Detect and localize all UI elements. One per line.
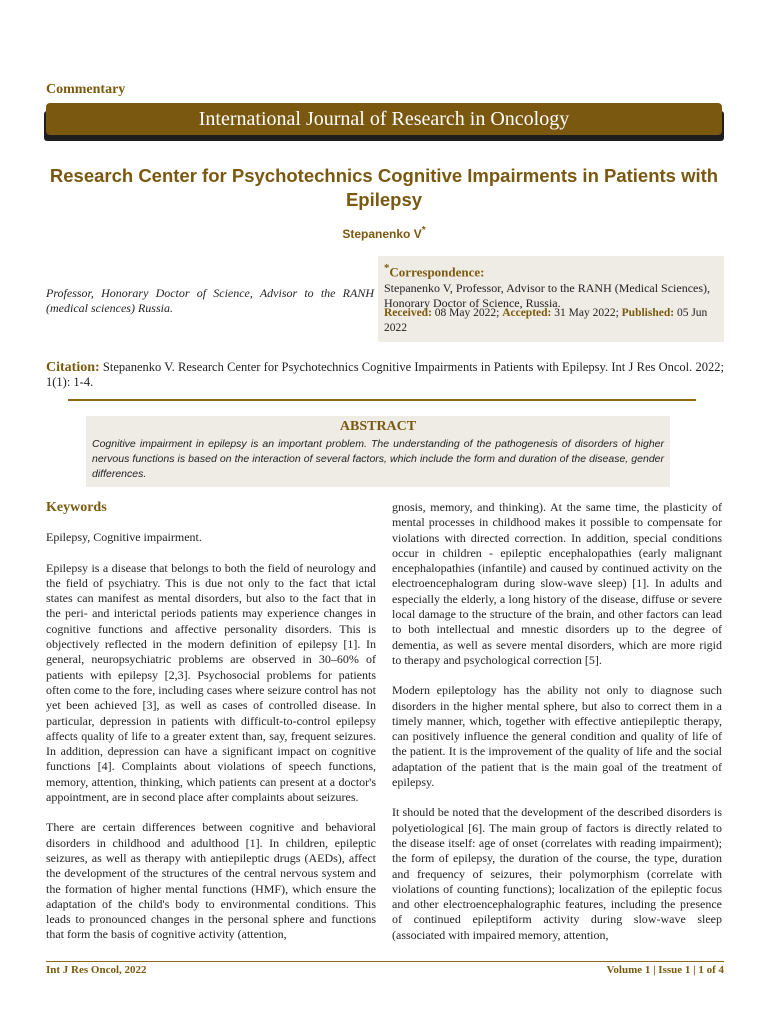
affiliation: Professor, Honorary Doctor of Science, Advisor to the RANH (medical sciences) Russia. xyxy=(46,286,374,315)
abstract-box xyxy=(86,416,670,487)
article-dates xyxy=(384,306,724,336)
divider xyxy=(68,399,696,401)
author-name: Stepanenko V xyxy=(342,227,422,241)
article-title: Research Center for Psychotechnics Cognitive Impairments in Patients with Epilepsy xyxy=(49,165,719,210)
correspondence-label: Correspondence: xyxy=(389,264,485,280)
footer-journal: Int J Res Oncol, 2022 xyxy=(46,964,147,976)
abstract-title: ABSTRACT xyxy=(339,419,417,434)
accepted-label: Accepted: xyxy=(502,307,552,319)
journal-title: International Journal of Research in Oncology xyxy=(46,103,722,135)
correspondence-box xyxy=(378,256,724,342)
abstract-text: Cognitive impairment in epilepsy is an important problem. The understanding of the pathogenesis of disorders of higher nervous functions is based on the interaction of several factors, which include the form and duration of the disease, gender differences. xyxy=(92,438,664,480)
received-label: Received: xyxy=(384,307,432,319)
author-mark: * xyxy=(421,225,426,236)
published-label: Published: xyxy=(621,307,675,319)
journal-banner xyxy=(44,103,724,139)
body-column-left xyxy=(46,500,376,958)
footer-divider xyxy=(46,961,724,962)
footer-pagination: Volume 1 | Issue 1 | 1 of 4 xyxy=(606,964,724,976)
section-label: Commentary xyxy=(46,82,126,97)
citation-label: Citation: xyxy=(46,360,100,375)
correspondence-title xyxy=(384,261,718,279)
accepted-date: 31 May 2022; xyxy=(554,307,619,319)
received-date: 08 May 2022; xyxy=(434,307,500,319)
correspondence-mark: * xyxy=(384,262,390,274)
body-paragraph: There are certain differences between cognitive and behavioral disorders in childhood and adulthood [1]. In children, epileptic seizures, as well as therapy with antiepileptic drugs (AEDs), affect the development of the structures of the central nervous system and the formation of higher mental functions (HMF), which ensure the adaptation of the child's body to environmental conditions. This leads to pronounced changes in the personal sphere and functions that form the basis of cognitive activity (attention, xyxy=(46,820,376,942)
citation xyxy=(46,360,724,390)
body-paragraph: It should be noted that the development of the described disorders is polyetiological [6]. The main group of factors is directly related to the disease itself: age of onset (correlates with reading impairment); the form of epilepsy, the duration of the course, the type, duration and frequency of seizures, their polymorphism (correlate with violations of counting functions); localization of the epileptic focus and other electroencephalographic features, including the presence of continued epileptiform activity during slow-wave sleep (associated with impaired memory, attention, xyxy=(392,805,722,942)
keywords-title: Keywords xyxy=(46,500,107,515)
author-line xyxy=(0,225,768,241)
correspondence-body: Stepanenko V, Professor, Advisor to the RANH (Medical Sciences), Honorary Doctor of Science, Russia. xyxy=(384,281,711,311)
citation-text: Stepanenko V. Research Center for Psychotechnics Cognitive Impairments in Patients with Epilepsy. Int J Res Oncol. 2022; 1(1): 1-4. xyxy=(46,360,724,389)
keywords-text: Epilepsy, Cognitive impairment. xyxy=(46,530,202,545)
published-date: 05 Jun 2022 xyxy=(384,307,708,334)
body-paragraph: Epilepsy is a disease that belongs to both the field of neurology and the field of psychiatry. This is due not only to the fact that ictal states can manifest as mental disorders, but also to the fact that in the peri- and interictal periods patients may experience changes in cognitive functions and affective personality disorders. This is objectively reflected in the modern definition of epilepsy [1]. In general, neuropsychiatric problems are observed in 30–60% of patients with epilepsy [2,3]. Psychosocial problems for patients often come to the fore, including cases where seizure control has not yet been achieved [3], as well as cases of controlled disease. In particular, depression in patients with difficult-to-control epilepsy affects quality of life to a greater extent than, say, frequent seizures. In addition, depression can have a significant impact on cognitive functions [4]. Complaints about violations of speech functions, memory, attention, thinking, which patients can present at a doctor's appointment, are in second place after complaints about seizures. xyxy=(46,560,376,805)
body-paragraph: gnosis, memory, and thinking). At the same time, the plasticity of mental processes in childhood makes it possible to compensate for violations with directed correction. In addition, special conditions occur in children - epileptic encephalopathies (early malignant encephalopathies (infantile) and caused by continued activity on the electroencephalogram during slow-wave sleep) [1]. In adults and especially the elderly, a long history of the disease, diffuse or severe local damage to the structure of the brain, and other factors can lead to both intellectual and mnestic disorders up to the degree of dementia, as well as severe mental disorders, which are more rigid to therapy and psychological correction [5]. xyxy=(392,500,722,667)
body-column-right xyxy=(392,500,722,958)
body-paragraph: Modern epileptology has the ability not only to diagnose such disorders in the higher mental sphere, but also to correct them in a timely manner, which, together with effective antiepileptic therapy, can positively influence the general condition and quality of life of the patient. It is the improvement of the quality of life and the social adaptation of the patient that is the main goal of the treatment of epilepsy. xyxy=(392,683,722,790)
